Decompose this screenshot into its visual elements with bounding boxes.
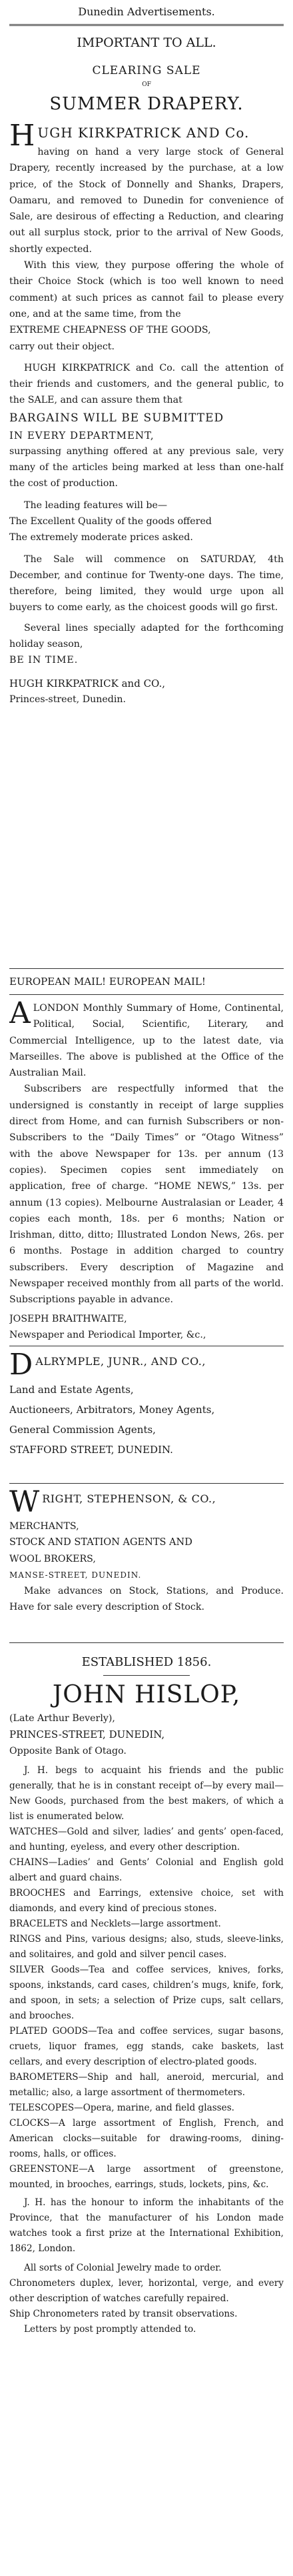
ad-body: Make advances on Stock, Stations, and Produce. Have for sale every description of Stock. xyxy=(9,1586,284,1613)
ad-service: Land and Estate Agents, xyxy=(9,1384,134,1396)
list-item: BRACELETS and Necklets—large assortment. xyxy=(9,1918,221,1929)
ad-body: J. H. has the honour to inform the inhabitants of the Province, that the manufacturer of his London made watches took a first prize at the International Exhibition, 1862, London. xyxy=(9,2197,284,2254)
list-item: WATCHES—Gold and silver, ladies’ and gents’ open-faced, and hunting, eyeless, and every other description. xyxy=(9,1826,284,1852)
drop-cap: W xyxy=(9,1485,40,1519)
ad-dalrymple xyxy=(9,1346,284,1482)
divider xyxy=(103,1675,190,1676)
drop-cap: D xyxy=(9,1348,33,1382)
ad-emphasis: EXTREME CHEAPNESS OF THE GOODS, xyxy=(9,325,211,336)
list-item: BAROMETERS—Ship and hall, aneroid, mercurial, and metallic; also, a large assortment of thermometers. xyxy=(9,2071,284,2098)
ad-body: surpassing anything offered at any previous sale, very many of the articles being marked at less than one-half the cost of production. xyxy=(9,445,284,489)
divider xyxy=(9,1483,284,1484)
ad-title: JOHN HISLOP, xyxy=(52,1681,241,1708)
ad-headline: IMPORTANT TO ALL. xyxy=(77,35,216,50)
ad-signature: Newspaper and Periodical Importer, &c., xyxy=(9,1329,206,1340)
drop-cap: H xyxy=(9,119,35,153)
ad-body: having on hand a very large stock of General Drapery, recently increased by the purchase, at a low price, of the Stock of Donnelly and Shanks, Drapers, Oamaru, and removed to Dunedin for convenience of Sale, are desirous of effecting a Reduction, and clearing out all surplus stock, prior to the arrival of New Goods, shortly expected. xyxy=(9,147,284,255)
ad-body: Subscribers are respectfully informed that the undersigned is constantly in receipt of large supplies direct from Home, and can furnish Subscribers or non-Subscribers to the “Daily Times” or “Otago Witness” with the above Newspaper for 13s. per annum (13 copies). Specimen copies sent immediately on application, free of charge. “HOME NEWS,” 13s. per annum (13 copies). Melbourne Australasian or Leader, 4 copies each month, 18s. per 6 months; Nation or Irishman, ditto, ditto; Illustrated London News, 26s. per 6 months. Postage in addition charged to country subscribers. Every description of Magazine and Newspaper received monthly from all parts of the world. Subscriptions payable in advance. xyxy=(9,1084,284,1306)
ad-emphasis: BARGAINS WILL BE SUBMITTED xyxy=(9,411,224,425)
list-item: CLOCKS—A large assortment of English, French, and American clocks—suitable for drawing-rooms, dining-rooms, halls, or offices. xyxy=(9,2117,284,2159)
ad-subtitle: MERCHANTS, xyxy=(9,1521,79,1532)
ad-body: Letters by post promptly attended to. xyxy=(24,2323,196,2335)
ad-signature: HUGH KIRKPATRICK and CO., xyxy=(9,677,165,690)
ad-body: Chronometers duplex, lever, horizontal, verge, and every other description of watches carefully repaired. xyxy=(9,2277,284,2304)
ad-signature xyxy=(9,1343,284,1345)
divider xyxy=(9,24,284,26)
ad-body: HUGH KIRKPATRICK and Co. call the attention of their friends and customers, and the general public, to the SALE, and can assure them that xyxy=(9,362,284,406)
ad-subtitle: STOCK AND STATION AGENTS AND xyxy=(9,1537,192,1548)
ad-address: PRINCES-STREET, DUNEDIN, xyxy=(9,1728,165,1741)
divider xyxy=(9,994,284,995)
ad-subtitle: WOOL BROKERS, xyxy=(9,1553,96,1564)
ad-emphasis: BE IN TIME. xyxy=(9,655,79,666)
ad-title: SUMMER DRAPERY. xyxy=(49,94,244,114)
ad-service: General Commission Agents, xyxy=(9,1424,156,1436)
ad-established: ESTABLISHED 1856. xyxy=(81,1655,212,1669)
ad-body: Several lines specially adapted for the forthcoming holiday season, xyxy=(9,622,284,650)
ad-of: OF xyxy=(142,81,151,88)
ad-subhead: CLEARING SALE xyxy=(92,64,201,77)
list-item: RINGS and Pins, various designs; also, studs, sleeve-links, and solitaires, and gold and silver pencil cases. xyxy=(9,1933,284,1960)
ad-feature: The Excellent Quality of the goods offered xyxy=(9,515,212,527)
ad-john-hislop xyxy=(9,1642,284,2575)
ad-signature: Princes-street, Dunedin. xyxy=(9,694,127,705)
list-item: CHAINS—Ladies’ and Gents’ Colonial and English gold albert and guard chains. xyxy=(9,1856,284,1883)
header-title: Dunedin Advertisements. xyxy=(78,5,215,18)
ad-body: All sorts of Colonial Jewelry made to order. xyxy=(24,2262,222,2273)
list-item: BROOCHES and Earrings, extensive choice, set with diamonds, and every kind of precious stones. xyxy=(9,1887,284,1914)
ad-service: Auctioneers, Arbitrators, Money Agents, xyxy=(9,1404,215,1416)
list-item: PLATED GOODS—Tea and coffee services, sugar basons, cruets, liquor frames, egg stands, cake baskets, last cellars, and every description of electro-plated goods. xyxy=(9,2025,284,2067)
drop-cap: A xyxy=(9,996,31,1030)
item-list xyxy=(9,1824,284,2193)
ad-body: LONDON Monthly Summary of Home, Continental, Political, Social, Scientific, Literary, and Commercial Intelligence, up to the latest date, via Marseilles. The above is published at the Office of the Australian Mail. xyxy=(9,1003,284,1079)
ad-body: The leading features will be— xyxy=(24,499,168,511)
ad-feature: The extremely moderate prices asked. xyxy=(9,532,193,543)
ad-body: J. H. begs to acquaint his friends and the public generally, that he is in constant receipt of—by every mail—New Goods, purchased from the best makers, of which a list is enumerated below. xyxy=(9,1764,284,1822)
list-item: TELESCOPES—Opera, marine, and field glasses. xyxy=(9,2102,235,2113)
divider xyxy=(9,1642,284,1643)
ad-body: The Sale will commence on SATURDAY, 4th December, and continue for Twenty-one days. The time, therefore, being limited, they would urge upon all buyers to come early, as the choicest goods will go first. xyxy=(9,553,284,613)
ad-address: MANSE-STREET, DUNEDIN. xyxy=(9,1570,142,1580)
ad-address: Opposite Bank of Otago. xyxy=(9,1745,127,1756)
list-item: SILVER Goods—Tea and coffee services, knives, forks, spoons, inkstands, card cases, children’s mugs, knife, fork, and spoon, in sets; a selection of Prize cups, salt cellars, and brooches. xyxy=(9,1964,284,2021)
ad-title: ALRYMPLE, JUNR., AND CO., xyxy=(35,1355,206,1368)
ad-lead xyxy=(9,119,284,257)
ad-european-mail xyxy=(9,968,284,1345)
ad-address: STAFFORD STREET, DUNEDIN. xyxy=(9,1444,173,1456)
ad-body: Ship Chronometers rated by transit observations. xyxy=(9,2308,238,2319)
ad-body: carry out their object. xyxy=(9,341,115,352)
list-item: GREENSTONE—A large assortment of greenstone, mounted, in brooches, earrings, studs, lockets, pins, &c. xyxy=(9,2163,284,2190)
ad-subtitle: (Late Arthur Beverly), xyxy=(9,1713,115,1724)
ad-body: With this view, they purpose offering the whole of their Choice Stock (which is too well known to need comment) at such prices as cannot fail to please every one, and at the same time, from the xyxy=(9,260,284,319)
ad-summer-drapery xyxy=(9,28,284,965)
ad-lead-text: UGH KIRKPATRICK AND Co. xyxy=(37,125,250,141)
ad-emphasis: IN EVERY DEPARTMENT, xyxy=(9,429,154,441)
ad-signature: JOSEPH BRAITHWAITE, xyxy=(9,1313,127,1324)
ad-wright-stephenson xyxy=(9,1483,284,1642)
ad-headline: EUROPEAN MAIL! EUROPEAN MAIL! xyxy=(9,976,206,988)
ad-title: RIGHT, STEPHENSON, & CO., xyxy=(42,1492,216,1505)
page-header xyxy=(9,0,284,27)
